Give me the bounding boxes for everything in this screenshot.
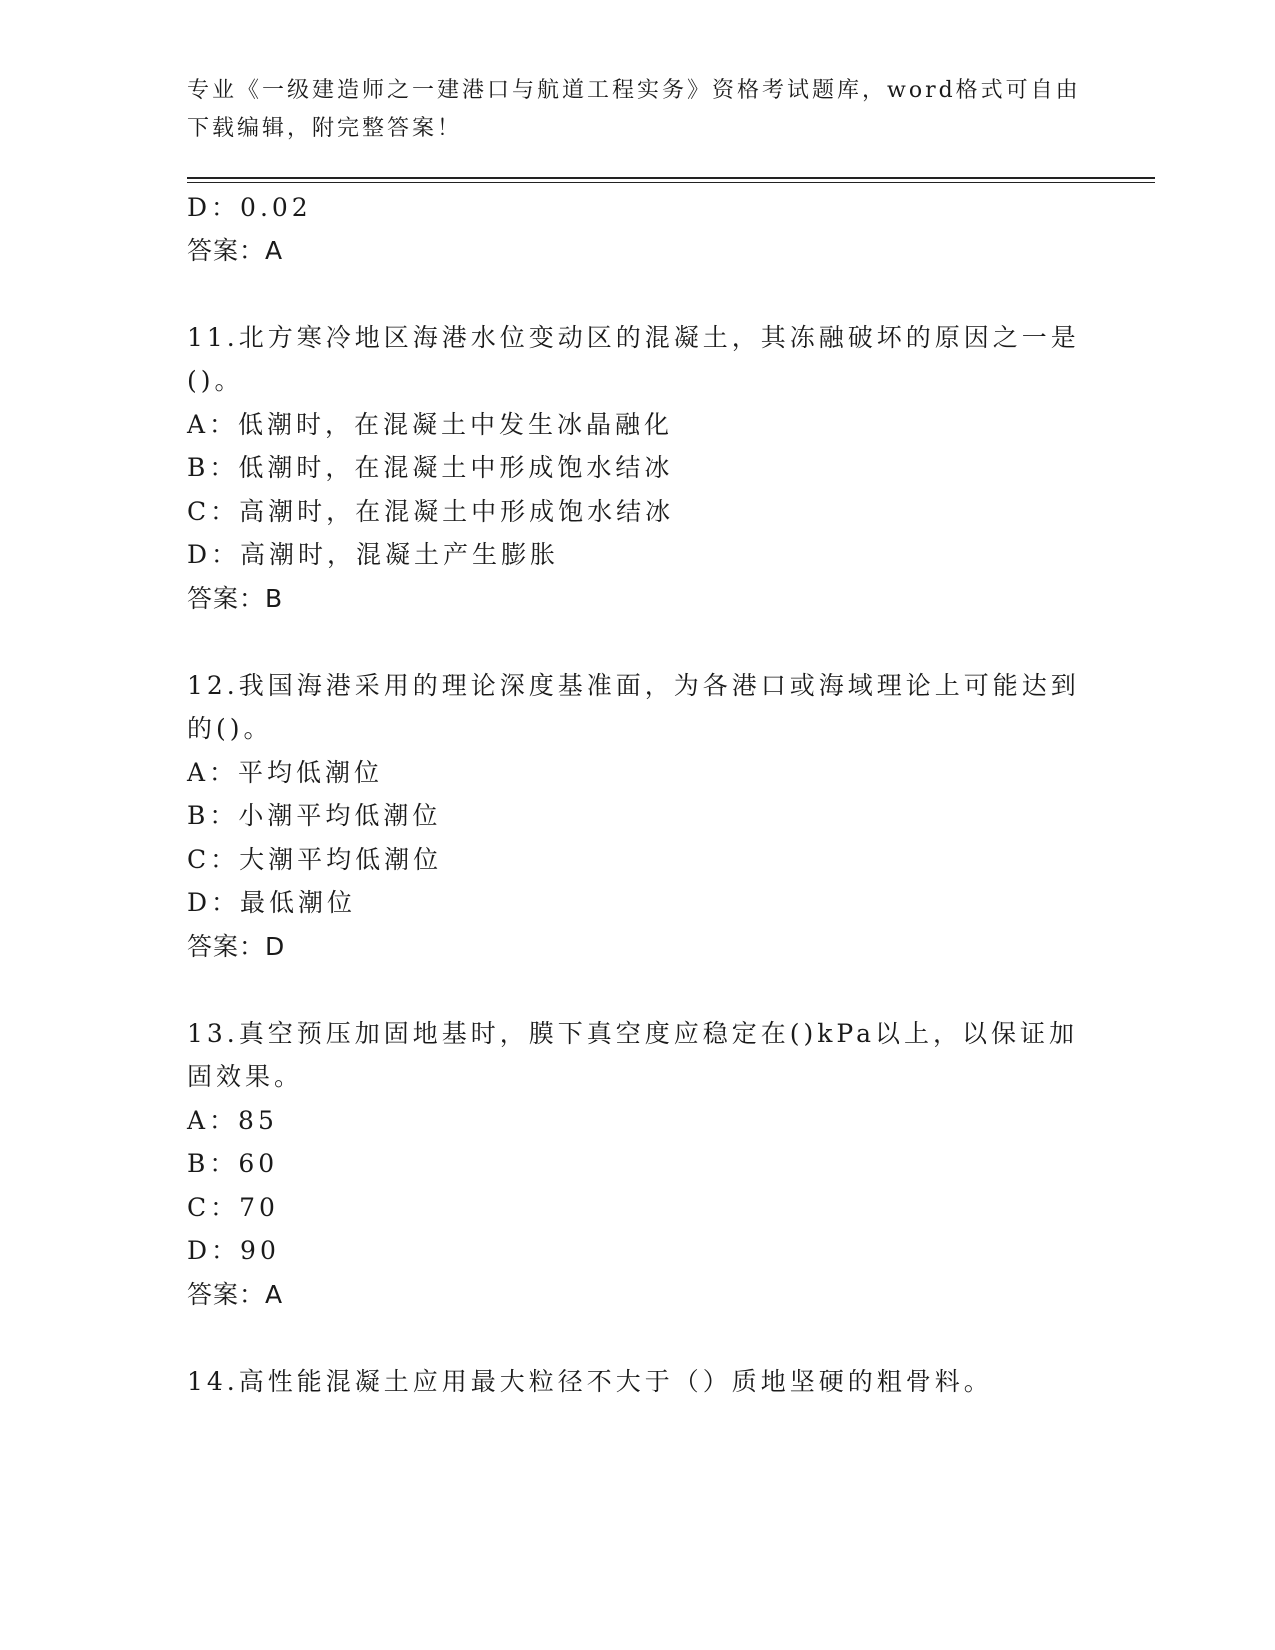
option-a: A：低潮时，在混凝土中发生冰晶融化 <box>187 410 674 439</box>
question-stem: 13.真空预压加固地基时，膜下真空度应稳定在()kPa以上，以保证加 <box>187 1019 1079 1048</box>
question-stem-continued: 固效果。 <box>187 1062 304 1091</box>
answer-line: 答案：D <box>187 932 286 961</box>
header-line-2: 下载编辑，附完整答案！ <box>187 116 463 141</box>
option-c: C：70 <box>187 1193 279 1222</box>
question-stem-continued: 的()。 <box>187 714 273 743</box>
option-d: D：高潮时，混凝土产生膨胀 <box>187 540 560 569</box>
question-stem: 12.我国海港采用的理论深度基准面，为各港口或海域理论上可能达到 <box>187 671 1080 700</box>
option-b: B：60 <box>187 1149 279 1178</box>
option-a: A：平均低潮位 <box>187 758 384 787</box>
header-divider-thin <box>187 182 1155 183</box>
answer-line: 答案：A <box>187 236 284 265</box>
answer-line: 答案：A <box>187 1280 284 1309</box>
option-d: D：最低潮位 <box>187 888 357 917</box>
header-line-1: 专业《一级建造师之一建港口与航道工程实务》资格考试题库，word格式可自由 <box>187 78 1081 103</box>
option-d: D：90 <box>187 1236 280 1265</box>
question-stem: 14.高性能混凝土应用最大粒径不大于（）质地坚硬的粗骨料。 <box>187 1367 993 1396</box>
option-a: A：85 <box>187 1106 278 1135</box>
question-stem-continued: ()。 <box>187 366 244 395</box>
answer-line: 答案：B <box>187 584 284 613</box>
option-c: C：高潮时，在混凝土中形成饱水结冰 <box>187 497 675 526</box>
option-d: D：0.02 <box>187 193 312 222</box>
option-b: B：低潮时，在混凝土中形成饱水结冰 <box>187 453 674 482</box>
header-divider-thick <box>187 177 1155 179</box>
option-b: B：小潮平均低潮位 <box>187 801 442 830</box>
header-text <box>187 72 1087 148</box>
option-c: C：大潮平均低潮位 <box>187 845 443 874</box>
question-stem: 11.北方寒冷地区海港水位变动区的混凝土，其冻融破坏的原因之一是 <box>187 323 1080 352</box>
